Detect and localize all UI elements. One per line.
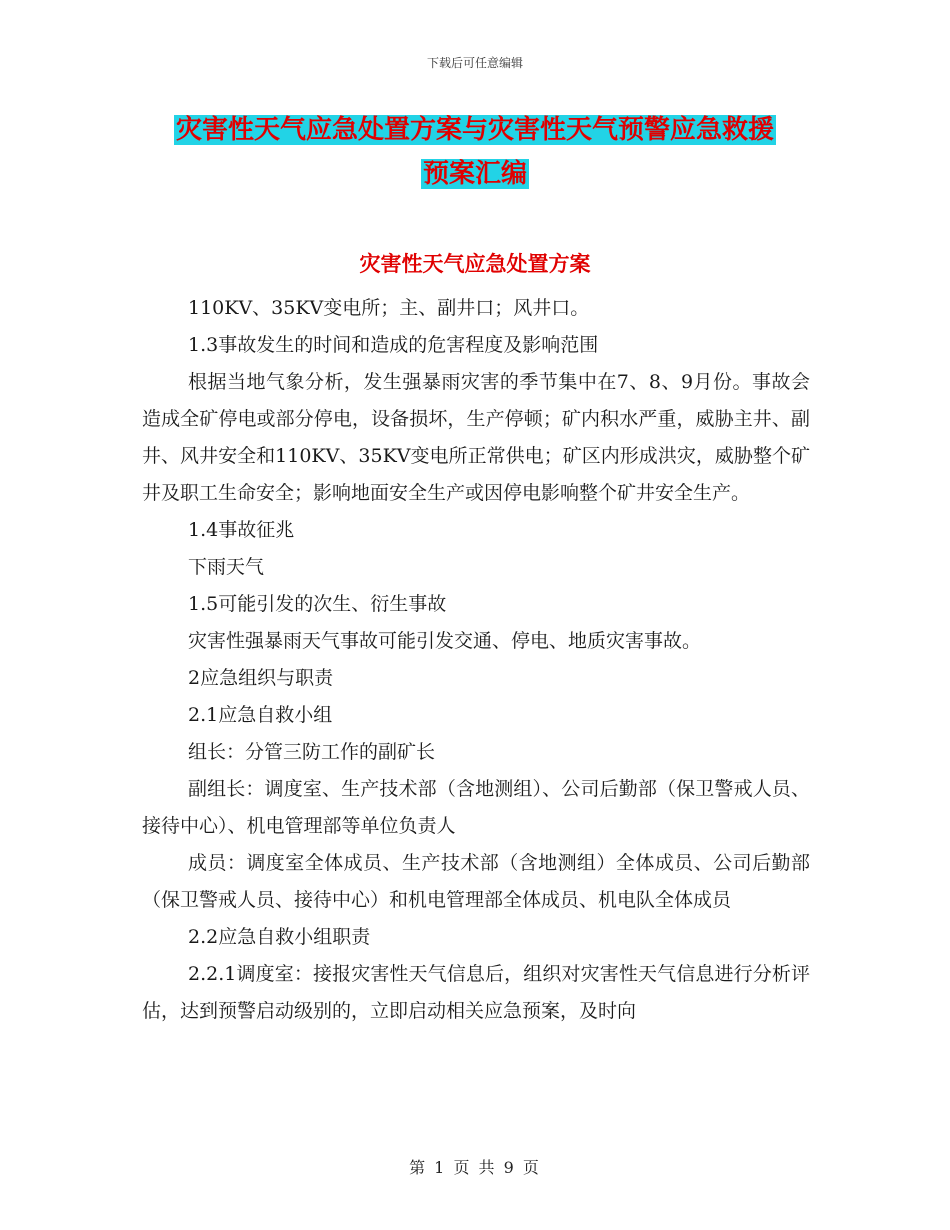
paragraph: 2应急组织与职责 <box>188 667 334 689</box>
paragraph: 1.3事故发生的时间和造成的危害程度及影响范围 <box>188 334 599 356</box>
section-title: 灾害性天气应急处置方案 <box>359 252 591 276</box>
paragraph: 灾害性强暴雨天气事故可能引发交通、停电、地质灾害事故。 <box>188 630 702 652</box>
paragraph: 根据当地气象分析，发生强暴雨灾害的季节集中在7、8、9月份。事故会造成全矿停电或部分停电，设备损坏，生产停顿；矿内积水严重，威胁主井、副井、风井安全和110KV、35KV变电所正常供电；矿区内形成洪灾，威胁整个矿井及职工生命安全；影响地面安全生产或因停电影响整个矿井安全生产。 <box>142 371 810 504</box>
paragraph: 2.1应急自救小组 <box>188 704 333 726</box>
paragraph: 2.2应急自救小组职责 <box>188 926 371 948</box>
document-title-line-2: 预案汇编 <box>422 159 527 189</box>
header-note: 下载后可任意编辑 <box>426 56 523 70</box>
document-title-line-1: 灾害性天气应急处置方案与灾害性天气预警应急救援 <box>175 115 774 145</box>
paragraph: 110KV、35KV变电所；主、副井口；风井口。 <box>188 297 590 319</box>
paragraph: 1.4事故征兆 <box>188 519 295 541</box>
paragraph: 副组长：调度室、生产技术部（含地测组）、公司后勤部（保卫警戒人员、接待中心）、机电管理部等单位负责人 <box>142 778 810 837</box>
paragraph: 下雨天气 <box>188 556 265 578</box>
paragraph: 2.2.1调度室：接报灾害性天气信息后，组织对灾害性天气信息进行分析评估，达到预警启动级别的，立即启动相关应急预案，及时向 <box>142 963 810 1022</box>
body-text <box>142 290 810 1030</box>
paragraph: 1.5可能引发的次生、衍生事故 <box>188 593 447 615</box>
page-footer: 第 1 页 共 9 页 <box>409 1158 541 1177</box>
paragraph: 组长：分管三防工作的副矿长 <box>188 741 436 763</box>
paragraph: 成员：调度室全体成员、生产技术部（含地测组）全体成员、公司后勤部（保卫警戒人员、接待中心）和机电管理部全体成员、机电队全体成员 <box>142 852 810 911</box>
